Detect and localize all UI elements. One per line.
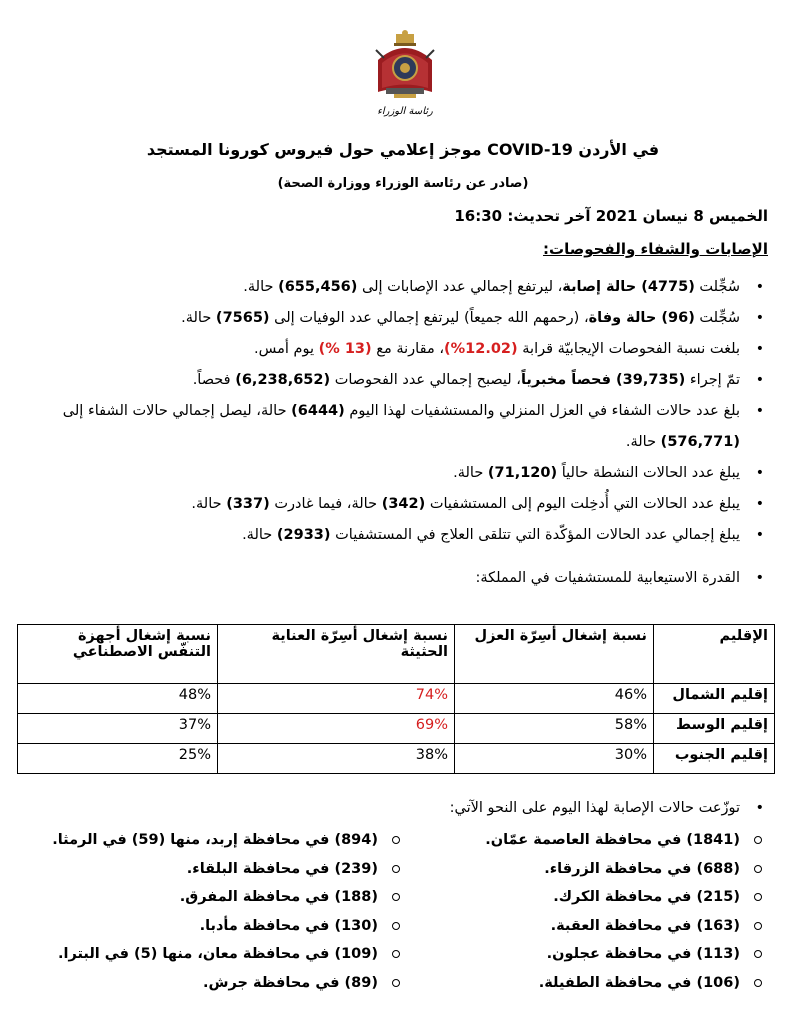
jordan-crest-icon — [372, 30, 438, 102]
date-and-update-time: الخميس 8 نيسان 2021 آخر تحديث: 16:30 — [454, 207, 768, 225]
list-item: (239) في محافظة البلقاء. — [26, 855, 406, 884]
list-item: • يبلغ عدد الحالات النشطة حالياً (71,120) حالة. — [28, 458, 768, 489]
list-item: (89) في محافظة جرش. — [26, 969, 406, 998]
table-row — [18, 684, 775, 714]
list-item: (1841) في محافظة العاصمة عمّان. — [428, 826, 768, 855]
ventilator-cell: 48% — [18, 684, 218, 714]
isolation-cell: 46% — [455, 684, 654, 714]
list-item: (109) في محافظة معان، منها (5) في البترا. — [26, 940, 406, 969]
governorate-list-left — [26, 826, 406, 997]
list-item: (163) في محافظة العقبة. — [428, 912, 768, 941]
crest-logo — [372, 30, 438, 122]
page-subtitle: (صادر عن رئاسة الوزراء ووزارة الصحة) — [277, 176, 529, 191]
icu-cell: 69% — [218, 714, 455, 744]
list-item: • يبلغ إجمالي عدد الحالات المؤكّدة التي تتلقى العلاج في المستشفيات (2933) حالة. — [28, 520, 768, 551]
list-item: (894) في محافظة إربد، منها (59) في الرمثا. — [26, 826, 406, 855]
list-item: (688) في محافظة الزرقاء. — [428, 855, 768, 884]
col-ventilators: نسبة إشغال أجهزة التنفّس الاصطناعي — [18, 625, 218, 684]
list-item: (106) في محافظة الطفيلة. — [428, 969, 768, 998]
page-title: موجز إعلامي حول فيروس كورونا المستجد COVID-19 في الأردن — [146, 140, 660, 159]
list-item: (188) في محافظة المفرق. — [26, 883, 406, 912]
icu-cell: 74% — [218, 684, 455, 714]
list-item: • سُجِّلت (96) حالة وفاة، (رحمهم الله جميعاً) ليرتفع إجمالي عدد الوفيات إلى (7565) حالة. — [28, 303, 768, 334]
list-item: • سُجِّلت (4775) حالة إصابة، ليرتفع إجمالي عدد الإصابات إلى (655,456) حالة. — [28, 272, 768, 303]
section-heading: الإصابات والشفاء والفحوصات: — [543, 240, 768, 258]
list-item: • بلغت نسبة الفحوصات الإيجابيّة قرابة (12.02%)، مقارنة مع (13 %) يوم أمس. — [28, 334, 768, 365]
capacity-intro: • القدرة الاستيعابية للمستشفيات في المملكة: — [475, 570, 768, 586]
region-cell: إقليم الجنوب — [654, 744, 775, 774]
icu-cell: 38% — [218, 744, 455, 774]
list-item: (215) في محافظة الكرك. — [428, 883, 768, 912]
list-item: • بلغ عدد حالات الشفاء في العزل المنزلي والمستشفيات لهذا اليوم (6444) حالة، ليصل إجمالي حالات الشفاء إلى (576,771) حالة. — [28, 396, 768, 458]
table-row — [18, 714, 775, 744]
table-row — [18, 744, 775, 774]
isolation-cell: 30% — [455, 744, 654, 774]
list-item: • تمّ إجراء (39,735) فحصاً مخبرياً، ليصبح إجمالي عدد الفحوصات (6,238,652) فحصاً. — [28, 365, 768, 396]
isolation-cell: 58% — [455, 714, 654, 744]
list-item: (113) في محافظة عجلون. — [428, 940, 768, 969]
ventilator-cell: 25% — [18, 744, 218, 774]
table-header-row — [18, 625, 775, 684]
hospital-capacity-table — [17, 624, 775, 774]
region-cell: إقليم الوسط — [654, 714, 775, 744]
governorate-list-right — [428, 826, 768, 997]
list-item: • يبلغ عدد الحالات التي أُدخِلت اليوم إلى المستشفيات (342) حالة، فيما غادرت (337) حالة. — [28, 489, 768, 520]
col-region: الإقليم — [654, 625, 775, 684]
stats-bullet-list — [28, 272, 768, 551]
region-cell: إقليم الشمال — [654, 684, 775, 714]
col-isolation: نسبة إشغال أسِرّة العزل — [455, 625, 654, 684]
crest-caption: رئاسة الوزراء — [377, 106, 433, 117]
col-icu: نسبة إشغال أسِرّة العناية الحثيثة — [218, 625, 455, 684]
distribution-intro: • توزّعت حالات الإصابة لهذا اليوم على النحو الآتي: — [450, 800, 768, 816]
ventilator-cell: 37% — [18, 714, 218, 744]
list-item: (130) في محافظة مأدبا. — [26, 912, 406, 941]
